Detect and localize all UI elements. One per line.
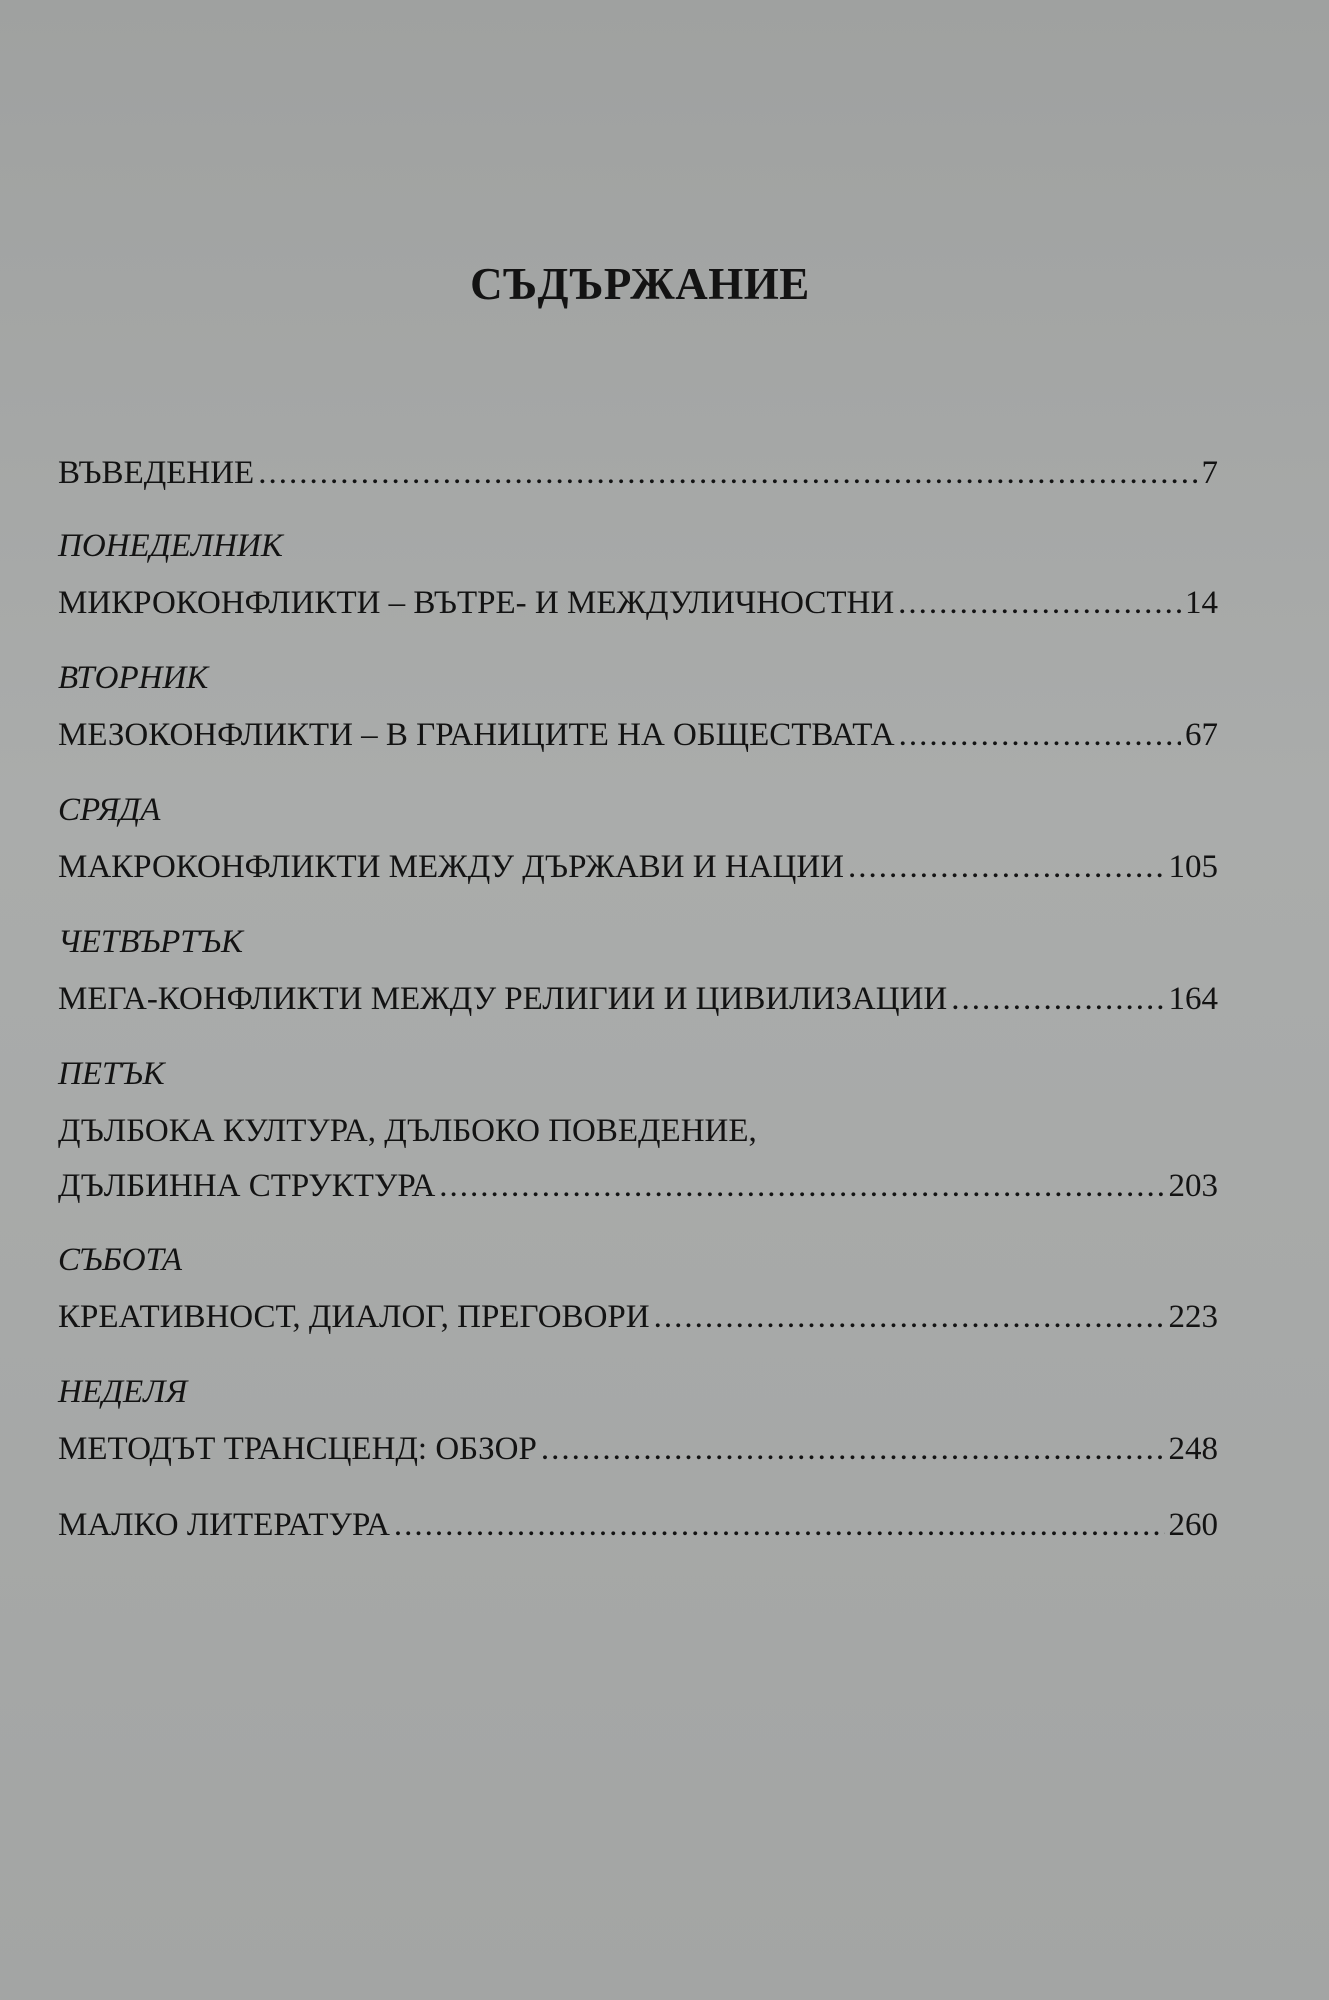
- dot-leader: [394, 1507, 1165, 1544]
- toc-day-label: ПЕТЪК: [58, 1056, 165, 1092]
- dot-leader: [899, 717, 1181, 754]
- toc-entry-title: МАКРОКОНФЛИКТИ МЕЖДУ ДЪРЖАВИ И НАЦИИ: [58, 849, 845, 885]
- toc-entry-title: МЕЗОКОНФЛИКТИ – В ГРАНИЦИТЕ НА ОБЩЕСТВАТА: [58, 717, 895, 753]
- toc-page-number: 248: [1168, 1431, 1218, 1467]
- dot-leader: [898, 585, 1181, 622]
- toc-entry-title: ВЪВЕДЕНИЕ: [58, 455, 255, 491]
- toc-page-number: 7: [1201, 455, 1218, 491]
- toc-entry-title: МЕТОДЪТ ТРАНСЦЕНД: ОБЗОР: [58, 1431, 537, 1467]
- toc-entry-sunday: [58, 1431, 1218, 1468]
- toc-entry-introduction: [58, 455, 1218, 492]
- toc-entry-title: МЕГА-КОНФЛИКТИ МЕЖДУ РЕЛИГИИ И ЦИВИЛИЗАЦИИ: [58, 981, 948, 1017]
- toc-page-number: 203: [1168, 1168, 1218, 1204]
- dot-leader: [541, 1431, 1165, 1468]
- page-title: СЪДЪРЖАНИЕ: [470, 259, 810, 309]
- dot-leader: [258, 455, 1197, 492]
- toc-day-label: ВТОРНИК: [58, 660, 209, 696]
- toc-day-label: СЪБОТА: [58, 1242, 183, 1278]
- toc-entry-thursday: [58, 981, 1218, 1018]
- dot-leader: [951, 981, 1164, 1018]
- toc-page-number: 67: [1185, 717, 1218, 753]
- toc-page-number: 164: [1168, 981, 1218, 1017]
- toc-page-number: 105: [1168, 849, 1218, 885]
- toc-page-number: 14: [1185, 585, 1218, 621]
- toc-entry-title: МАЛКО ЛИТЕРАТУРА: [58, 1507, 390, 1543]
- toc-entry-title: МИКРОКОНФЛИКТИ – ВЪТРЕ- И МЕЖДУЛИЧНОСТНИ: [58, 585, 895, 621]
- dot-leader: [848, 849, 1164, 886]
- toc-entry-literature: [58, 1507, 1218, 1544]
- toc-entry-wednesday: [58, 849, 1218, 886]
- toc-day-label: НЕДЕЛЯ: [58, 1374, 188, 1410]
- toc-entry-title-line: ДЪЛБОКА КУЛТУРА, ДЪЛБОКО ПОВЕДЕНИЕ,: [58, 1113, 757, 1149]
- toc-entry-saturday: [58, 1299, 1218, 1336]
- toc-day-label: ПОНЕДЕЛНИК: [58, 528, 283, 564]
- table-of-contents: [58, 0, 1218, 2000]
- toc-day-label: ЧЕТВЪРТЪК: [58, 924, 243, 960]
- toc-entry-friday: [58, 1168, 1218, 1205]
- toc-entry-title: ДЪЛБИННА СТРУКТУРА: [58, 1168, 436, 1204]
- toc-page-number: 223: [1168, 1299, 1218, 1335]
- dot-leader: [439, 1168, 1164, 1205]
- toc-entry-monday: [58, 585, 1218, 622]
- toc-entry-tuesday: [58, 717, 1218, 754]
- toc-day-label: СРЯДА: [58, 792, 161, 828]
- dot-leader: [654, 1299, 1165, 1336]
- toc-entry-title: КРЕАТИВНОСТ, ДИАЛОГ, ПРЕГОВОРИ: [58, 1299, 650, 1335]
- toc-page-number: 260: [1168, 1507, 1218, 1543]
